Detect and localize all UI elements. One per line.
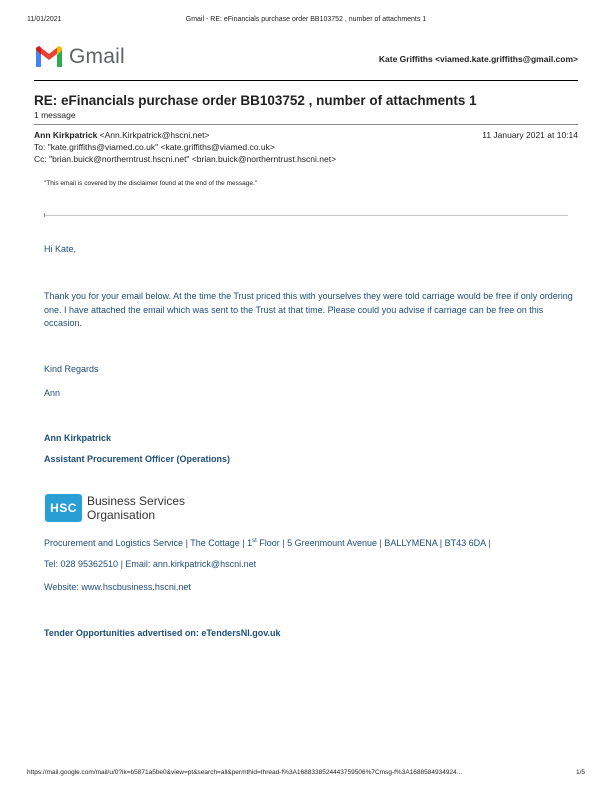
sender-name: Ann Kirkpatrick bbox=[34, 130, 98, 140]
body-paragraph: Thank you for your email below. At the time the Trust priced this with yourselves they were told carriage would be free if only ordering one. I have attached the email which was sent to the Trust at that time. Please could you advise if carriage can be free on this occasion. bbox=[44, 291, 573, 329]
print-title: Gmail - RE: eFinancials purchase order BB103752 , number of attachments 1 bbox=[185, 16, 427, 23]
sender bbox=[34, 130, 209, 140]
signature-contact[interactable]: Tel: 028 95362510 | Email: ann.kirkpatrick@hscni.net bbox=[44, 559, 257, 569]
signature-name: Ann Kirkpatrick bbox=[44, 433, 112, 443]
address-superscript: st bbox=[252, 538, 257, 544]
message-date: 11 January 2021 at 10:14 bbox=[482, 130, 578, 140]
account-info: Kate Griffiths <viamed.kate.griffiths@gmail.com> bbox=[378, 54, 578, 64]
hsc-logo-line1: Business Services bbox=[87, 494, 186, 508]
greeting: Hi Kate, bbox=[44, 244, 77, 254]
signature-address bbox=[44, 538, 490, 548]
signature-title: Assistant Procurement Officer (Operations) bbox=[44, 454, 231, 464]
gmail-m-icon bbox=[34, 46, 64, 68]
address-part2: Floor | 5 Greenmount Avenue | BALLYMENA | BT43 6DA | bbox=[256, 538, 491, 548]
tender-link[interactable]: Tender Opportunities advertised on: eTendersNI.gov.uk bbox=[44, 628, 281, 638]
disclaimer-note: "This email is covered by the disclaimer found at the end of the message." bbox=[44, 180, 258, 187]
header-divider bbox=[34, 80, 578, 81]
address-part1: Procurement and Logistics Service | The Cottage | 1 bbox=[44, 538, 253, 548]
hsc-logo-line2: Organisation bbox=[87, 508, 156, 522]
gmail-wordmark: Gmail bbox=[69, 45, 125, 68]
print-date: 11/01/2021 bbox=[27, 16, 62, 23]
body-divider bbox=[44, 215, 568, 216]
hsc-logo-text bbox=[87, 494, 185, 522]
hsc-logo-icon: HSC bbox=[45, 494, 82, 522]
hsc-bso-logo bbox=[45, 494, 185, 522]
gmail-logo[interactable] bbox=[34, 44, 125, 70]
signoff-name: Ann bbox=[44, 388, 61, 398]
to-recipients: To: "kate.griffiths@viamed.co.uk" <kate.griffiths@viamed.co.uk> bbox=[34, 142, 275, 152]
footer-url: https://mail.google.com/mail/u/0?ik=b5871a5be0&view=pt&search=all&permthid=thread-f%3A1688338524443759506%7Cmsg-f%3A1688584934924... bbox=[27, 769, 463, 776]
sender-email[interactable]: <Ann.Kirkpatrick@hscni.net> bbox=[99, 130, 210, 140]
page-number: 1/5 bbox=[575, 769, 585, 776]
closing-regards: Kind Regards bbox=[44, 364, 99, 374]
thread-subject: RE: eFinancials purchase order BB103752 , number of attachments 1 bbox=[34, 93, 477, 108]
cc-recipients: Cc: "brian.buick@northerntrust.hscni.net" <brian.buick@northerntrust.hscni.net> bbox=[34, 154, 337, 164]
signature-website[interactable]: Website: www.hscbusiness.hscni.net bbox=[44, 582, 191, 592]
subject-divider bbox=[34, 124, 578, 125]
message-count: 1 message bbox=[34, 110, 76, 120]
